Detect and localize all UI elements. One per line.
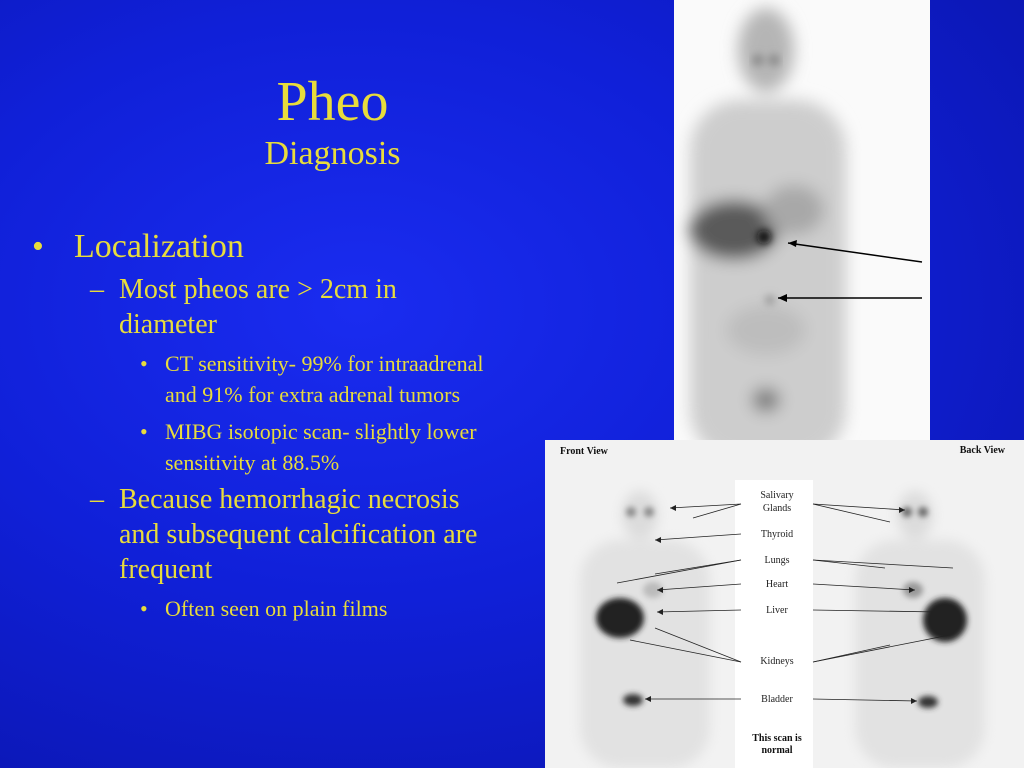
organ-label-bladder: Bladder <box>761 694 793 705</box>
organ-label-thyroid: Thyroid <box>760 529 794 540</box>
bullet-item <box>30 272 500 342</box>
scan-note-2: normal <box>761 745 793 756</box>
organ-label-liver: Liver <box>766 605 788 616</box>
bullet-item <box>30 593 500 624</box>
front-view-label: Front View <box>560 446 608 457</box>
bullet-text: CT sensitivity- 99% for intraadrenal and 91% for extra adrenal tumors <box>165 351 484 407</box>
bullet-item <box>30 482 500 587</box>
slide-subtitle: Diagnosis <box>264 135 401 172</box>
bullet-text: Most pheos are > 2cm in diameter <box>119 274 397 340</box>
bullet-marker: • <box>32 228 44 265</box>
back-view-label: Back View <box>959 445 1005 456</box>
organ-label-lungs: Lungs <box>764 555 790 566</box>
bullet-marker: • <box>140 419 148 444</box>
slide-title: Pheo <box>276 71 389 133</box>
bullet-marker: • <box>140 351 148 376</box>
title-block <box>170 70 495 174</box>
bullet-marker: • <box>140 596 148 621</box>
mibg-scan-image <box>674 0 930 480</box>
organ-label-salivary-2: Glands <box>762 503 792 514</box>
bullet-text: Localization <box>74 228 244 265</box>
bullet-text: Because hemorrhagic necrosis and subsequent calcification are frequent <box>119 484 478 585</box>
bullet-item <box>30 228 500 266</box>
organ-label-salivary: Salivary <box>760 490 794 501</box>
bullet-text: MIBG isotopic scan- slightly lower sensitivity at 88.5% <box>165 419 477 475</box>
bullet-item <box>30 348 500 410</box>
front-back-scan-diagram <box>545 440 1024 768</box>
bullet-item <box>30 416 500 478</box>
scan-note: This scan is <box>752 733 802 744</box>
bullet-marker: – <box>90 274 104 305</box>
bullet-marker: – <box>90 484 104 515</box>
bullet-list <box>30 228 500 624</box>
organ-label-kidneys: Kidneys <box>760 656 794 667</box>
bullet-text: Often seen on plain films <box>165 596 388 621</box>
organ-label-heart: Heart <box>765 579 789 590</box>
